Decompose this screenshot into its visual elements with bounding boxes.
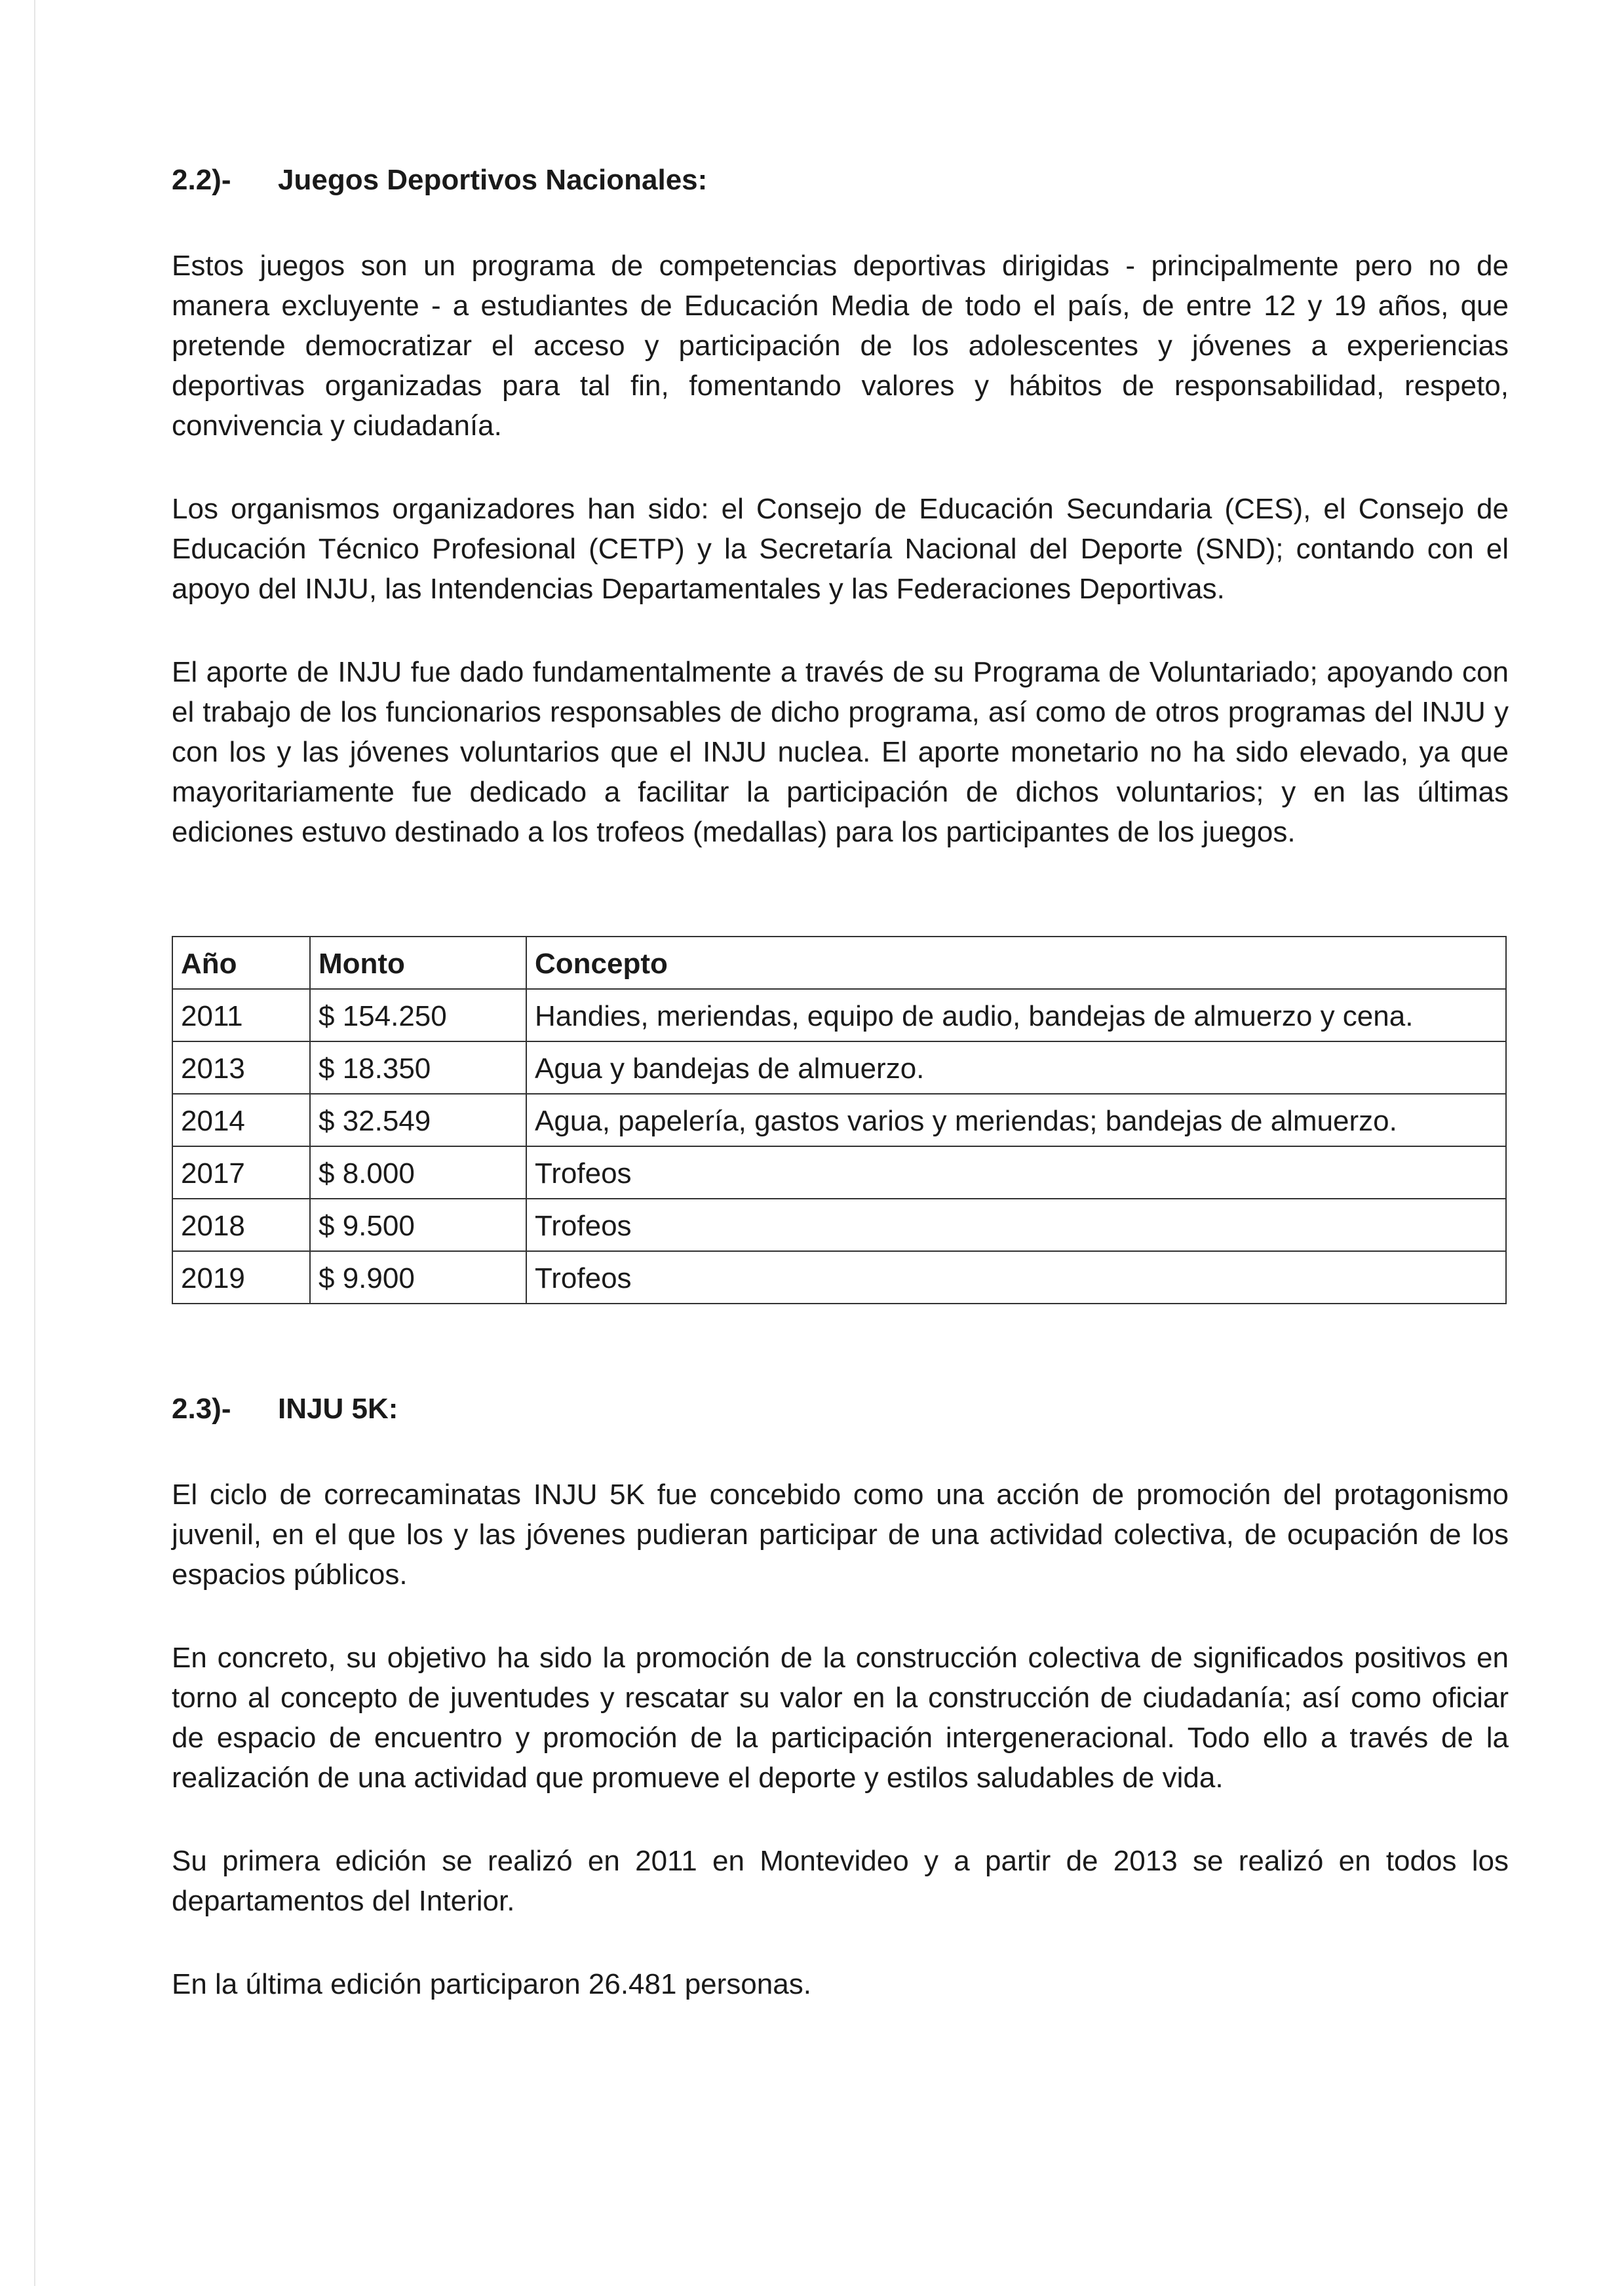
table-row [172, 1199, 1506, 1251]
paragraph: En la última edición participaron 26.481 personas. [172, 1968, 811, 2000]
cell-amount: $ 18.350 [310, 1041, 526, 1094]
cell-concept: Trofeos [526, 1146, 1506, 1199]
table-row [172, 1041, 1506, 1094]
section-title: INJU 5K: [278, 1393, 398, 1425]
cell-year: 2019 [172, 1251, 310, 1304]
cell-concept: Trofeos [526, 1199, 1506, 1251]
cell-amount: $ 9.500 [310, 1199, 526, 1251]
paragraph: El aporte de INJU fue dado fundamentalmente a través de su Programa de Voluntariado; apoyando con el trabajo de los funcionarios responsables de dicho programa, así como de otros programas del INJU y con los y las jóvenes voluntarios que el INJU nuclea. El aporte monetario no ha sido elevado, ya que mayoritariamente fue dedicado a facilitar la participación de dichos voluntarios; y en las últimas ediciones estuvo destinado a los trofeos (medallas) para los participantes de los juegos. [172, 656, 1509, 848]
cell-year: 2011 [172, 989, 310, 1041]
cell-year: 2013 [172, 1041, 310, 1094]
scan-margin-line [34, 0, 35, 2286]
section-heading-2-2 [172, 161, 1509, 200]
header-year: Año [172, 937, 310, 989]
cell-amount: $ 32.549 [310, 1094, 526, 1146]
cell-concept: Agua, papelería, gastos varios y meriendas; bandejas de almuerzo. [526, 1094, 1506, 1146]
cell-concept: Agua y bandejas de almuerzo. [526, 1041, 1506, 1094]
paragraph: Estos juegos son un programa de competencias deportivas dirigidas - principalmente pero no de manera excluyente - a estudiantes de Educación Media de todo el país, de entre 12 y 19 años, que pretende democratizar el acceso y participación de los adolescentes y jóvenes a experiencias deportivas organizadas para tal fin, fomentando valores y hábitos de responsabilidad, respeto, convivencia y ciudadanía. [172, 250, 1509, 442]
cell-amount: $ 8.000 [310, 1146, 526, 1199]
section-number: 2.3)- [172, 1393, 231, 1425]
funding-table [172, 936, 1507, 1304]
paragraph: En concreto, su objetivo ha sido la promoción de la construcción colectiva de significados positivos en torno al concepto de juventudes y rescatar su valor en la construcción de ciudadanía; así como oficiar de espacio de encuentro y promoción de la participación intergeneracional. Todo ello a través de la realización de una actividad que promueve el deporte y estilos saludables de vida. [172, 1642, 1509, 1794]
paragraph: El ciclo de correcaminatas INJU 5K fue concebido como una acción de promoción del protagonismo juvenil, en el que los y las jóvenes pudieran participar de una actividad colectiva, de ocupación de los espacios públicos. [172, 1479, 1509, 1591]
cell-concept: Handies, meriendas, equipo de audio, bandejas de almuerzo y cena. [526, 989, 1506, 1041]
header-concept: Concepto [526, 937, 1506, 989]
cell-year: 2017 [172, 1146, 310, 1199]
paragraph: Su primera edición se realizó en 2011 en Montevideo y a partir de 2013 se realizó en todos los departamentos del Interior. [172, 1845, 1509, 1917]
cell-year: 2018 [172, 1199, 310, 1251]
paragraph: Los organismos organizadores han sido: el Consejo de Educación Secundaria (CES), el Consejo de Educación Técnico Profesional (CETP) y la Secretaría Nacional del Deporte (SND); contando con el apoyo del INJU, las Intendencias Departamentales y las Federaciones Deportivas. [172, 493, 1509, 605]
cell-year: 2014 [172, 1094, 310, 1146]
table-row [172, 1251, 1506, 1304]
table-row [172, 989, 1506, 1041]
document-page [172, 161, 1509, 2004]
cell-amount: $ 9.900 [310, 1251, 526, 1304]
section-title: Juegos Deportivos Nacionales: [278, 164, 708, 196]
table-header-row [172, 937, 1506, 989]
table-row [172, 1146, 1506, 1199]
cell-concept: Trofeos [526, 1251, 1506, 1304]
table-row [172, 1094, 1506, 1146]
section-heading-2-3 [172, 1389, 1509, 1429]
cell-amount: $ 154.250 [310, 989, 526, 1041]
section-number: 2.2)- [172, 164, 231, 196]
header-amount: Monto [310, 937, 526, 989]
